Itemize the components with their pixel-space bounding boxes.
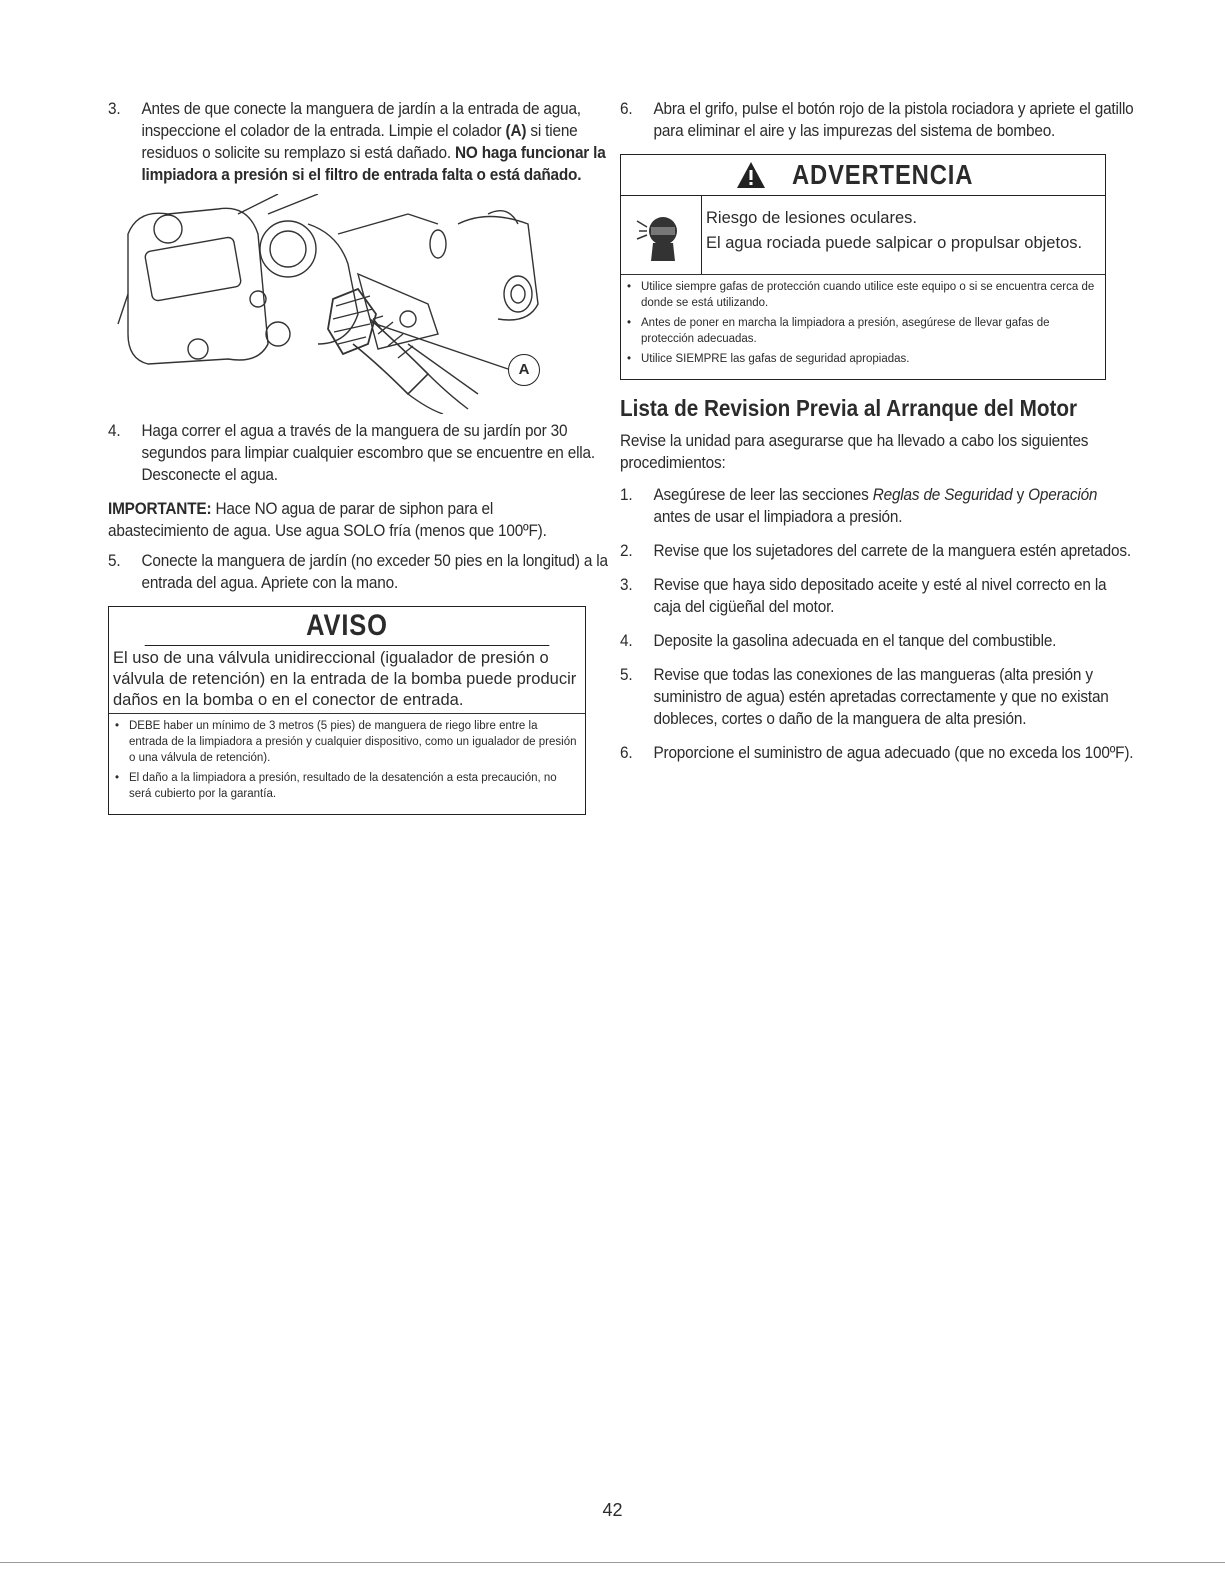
checklist-item-4 [620, 630, 1137, 652]
checklist-item-2 [620, 540, 1137, 562]
step-number: 4. [620, 632, 633, 650]
aviso-box [108, 606, 586, 815]
step-text: Antes de que conecte la manguera de jardín a la entrada de agua, inspeccione el colador de la entrada. Limpie el colador [141, 100, 581, 140]
important-label: IMPORTANTE: [108, 500, 212, 518]
step-6 [620, 98, 1137, 142]
hazard-line-1: Riesgo de lesiones oculares. [706, 209, 917, 227]
checklist-text: Revise que haya sido depositado aceite y esté al nivel correcto en la caja del cigüeñal del motor. [653, 576, 1107, 616]
step-text: Conecte la manguera de jardín (no exceder 50 pies en la longitud) a la entrada del agua. Apriete con la mano. [141, 552, 608, 592]
checklist-text: y [1012, 486, 1029, 504]
checklist-italic: Reglas de Seguridad [872, 486, 1013, 504]
section-title: Lista de Revision Previa al Arranque del Motor [620, 395, 1078, 421]
eye-protection-icon [621, 196, 702, 274]
step-text: Abra el grifo, pulse el botón rojo de la pistola rociadora y apriete el gatillo para eliminar el aire y las impurezas del sistema de bombeo. [653, 100, 1134, 140]
aviso-bullets [109, 714, 585, 814]
advertencia-hazard-row [621, 196, 1105, 275]
advertencia-bullets [621, 275, 1105, 379]
page-number: 42 [602, 1500, 623, 1520]
step-number: 6. [620, 100, 633, 118]
warning-triangle-icon [736, 161, 766, 189]
step-number: 3. [108, 100, 121, 118]
checklist-text: Proporcione el suministro de agua adecuado (que no exceda los 100ºF). [653, 744, 1134, 762]
important-note [108, 498, 584, 542]
step-text: Haga correr el agua a través de la manguera de su jardín por 30 segundos para limpiar cualquier escombro que se encuentre en ella. Desconecte el agua. [141, 422, 595, 484]
step-number: 6. [620, 744, 633, 762]
step-text-cont: si tiene residuos o solicite su remplazo si está dañado. [141, 122, 578, 162]
step-warning-bold: NO haga funcionar la limpiadora a presión si el filtro de entrada falta o está dañado. [141, 144, 606, 184]
step-3 [108, 98, 617, 186]
step-number: 4. [108, 422, 121, 440]
advertencia-hazard-text [702, 196, 1088, 274]
step-number: 3. [620, 576, 633, 594]
advertencia-box [620, 154, 1106, 380]
checklist-text: Revise que todas las conexiones de las mangueras (alta presión y suministro de agua) estén apretadas correctamente y que no existan dobleces, cortes o daño de la manguera de alta presión. [653, 666, 1109, 728]
hazard-line-2: El agua rociada puede salpicar o propulsar objetos. [706, 234, 1083, 252]
aviso-bullet: • DEBE haber un mínimo de 3 metros (5 pies) de manguera de riego libre entre la entrada de la limpiadora a presión y cualquier dispositivo, como un igualador de presión o una válvula de retención). [115, 718, 579, 766]
aviso-title: AVISO [145, 607, 550, 646]
step-number: 5. [108, 552, 121, 570]
important-text: Hace NO agua de parar de siphon para el abastecimiento de agua. Use agua SOLO fría (menos que 100ºF). [108, 500, 547, 540]
advertencia-bullet: • Antes de poner en marcha la limpiadora a presión, asegúrese de llevar gafas de protección adecuadas. [627, 315, 1099, 347]
checklist-text: Asegúrese de leer las secciones [653, 486, 873, 504]
aviso-bullet: • El daño a la limpiadora a presión, resultado de la desatención a esta precaución, no será cubierto por la garantía. [115, 770, 579, 802]
checklist-text: Deposite la gasolina adecuada en el tanque del combustible. [653, 632, 1057, 650]
callout-a-label: A [508, 354, 540, 386]
step-number: 2. [620, 542, 633, 560]
checklist-text: Revise que los sujetadores del carrete de la manguera estén apretados. [653, 542, 1131, 560]
advertencia-title: ADVERTENCIA [792, 159, 974, 190]
step-number: 5. [620, 666, 633, 684]
step-number: 1. [620, 486, 633, 504]
checklist-italic: Operación [1028, 486, 1098, 504]
advertencia-bullet: • Utilice siempre gafas de protección cuando utilice este equipo o si se encuentra cerca de donde se está utilizando. [627, 279, 1099, 311]
checklist-item-6 [620, 742, 1137, 764]
left-column [108, 98, 608, 815]
step-5 [108, 550, 617, 594]
part-reference: (A) [505, 122, 527, 140]
advertencia-bullet: • Utilice SIEMPRE las gafas de seguridad apropiadas. [627, 351, 1099, 367]
checklist-item-1 [620, 484, 1137, 528]
step-4 [108, 420, 617, 486]
checklist-item-3 [620, 574, 1137, 618]
inlet-strainer-illustration [108, 194, 586, 414]
section-intro: Revise la unidad para asegurarse que ha llevado a cabo los siguientes procedimientos: [620, 432, 1089, 472]
advertencia-header [621, 155, 1105, 196]
right-column [620, 98, 1134, 776]
checklist-item-5 [620, 664, 1137, 730]
checklist-text: antes de usar el limpiadora a presión. [653, 508, 903, 526]
bottom-rule [0, 1562, 1225, 1563]
aviso-body: El uso de una válvula unidireccional (igualador de presión o válvula de retención) en la entrada de la bomba puede producir daños en la bomba o en el conector de entrada. [109, 646, 585, 714]
